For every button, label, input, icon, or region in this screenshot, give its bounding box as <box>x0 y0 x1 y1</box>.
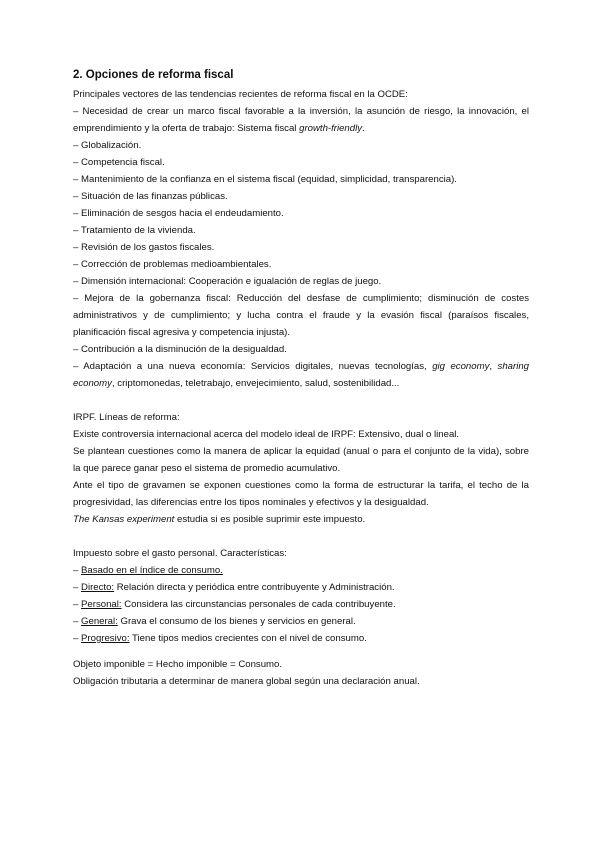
dash: – <box>73 616 82 627</box>
characteristic-text: Grava el consumo de los bienes y servicios en general. <box>117 616 356 627</box>
list-item: – Dimensión internacional: Cooperación e igualación de reglas de juego. <box>73 276 382 287</box>
section-title-irpf: IRPF. Líneas de reforma: <box>73 412 180 423</box>
obligation-text: Obligación tributaria a determinar de manera global según una declaración anual. <box>73 676 420 687</box>
characteristic-label: Basado en el índice de consumo. <box>81 565 223 576</box>
characteristic-item <box>73 613 529 630</box>
kansas-italic: The Kansas experiment <box>73 514 175 525</box>
characteristic-label: Directo: <box>81 582 115 593</box>
characteristic-item <box>73 579 529 596</box>
characteristic-item <box>73 562 529 579</box>
dash: – <box>73 599 82 610</box>
item-italic: sharing economy <box>73 361 529 389</box>
list-item: – Globalización. <box>73 140 142 151</box>
characteristic-label: Personal: <box>81 599 122 610</box>
characteristic-label: General: <box>81 616 118 627</box>
dash: – <box>73 633 82 644</box>
kansas-text: estudia si es posible suprimir este impuesto. <box>174 514 366 525</box>
paragraph: Existe controversia internacional acerca del modelo ideal de IRPF: Extensivo, dual o lineal. <box>73 429 460 440</box>
paragraph <box>73 511 529 528</box>
section-title-gasto: Impuesto sobre el gasto personal. Características: <box>73 548 287 559</box>
formula-text: Objeto imponible = Hecho imponible = Consumo. <box>73 659 283 670</box>
item-italic: growth-friendly <box>299 123 363 134</box>
list-item: – Mantenimiento de la confianza en el sistema fiscal (equidad, simplicidad, transparencia). <box>73 174 457 185</box>
list-item: – Competencia fiscal. <box>73 157 165 168</box>
item-end: . <box>362 123 365 134</box>
list-item <box>73 358 529 392</box>
document-page <box>73 68 529 690</box>
section-heading: 2. Opciones de reforma fiscal <box>73 69 234 81</box>
characteristic-text: Tiene tipos medios crecientes con el nivel de consumo. <box>129 633 367 644</box>
characteristic-label: Progresivo: <box>81 633 130 644</box>
list-item: – Revisión de los gastos fiscales. <box>73 242 215 253</box>
characteristic-text: Considera las circunstancias personales de cada contribuyente. <box>121 599 396 610</box>
item-text: – Necesidad de crear un marco fiscal favorable a la inversión, la asunción de riesgo, la innovación, el emprendimiento y la oferta de trabajo: Sistema fiscal <box>73 106 529 134</box>
item-separator: , <box>489 361 498 372</box>
item-text: – Adaptación a una nueva economía: Servicios digitales, nuevas tecnologías, <box>73 361 433 372</box>
list-item: – Tratamiento de la vivienda. <box>73 225 196 236</box>
paragraph: Ante el tipo de gravamen se exponen cuestiones como la forma de estructurar la tarifa, el techo de la progresividad, las diferencias entre los tipos nominales y efectivos y la desigualdad. <box>73 480 529 508</box>
list-item: – Situación de las finanzas públicas. <box>73 191 228 202</box>
item-end: , criptomonedas, teletrabajo, envejecimiento, salud, sostenibilidad... <box>111 378 400 389</box>
list-item: – Mejora de la gobernanza fiscal: Reducción del desfase de cumplimiento; disminución de costes administrativos y de cumplimiento; y lucha contra el fraude y la evasión fiscal (paraísos fiscales, planificación fiscal agresiva y competencia injusta). <box>73 293 529 338</box>
list-item <box>73 103 529 137</box>
intro-text: Principales vectores de las tendencias recientes de reforma fiscal en la OCDE: <box>73 89 408 100</box>
characteristic-item <box>73 596 529 613</box>
dash: – <box>73 565 82 576</box>
paragraph: Se plantean cuestiones como la manera de aplicar la equidad (anual o para el conjunto de la vida), sobre la que parece ganar peso el sistema de promedio acumulativo. <box>73 446 529 474</box>
list-item: – Contribución a la disminución de la desigualdad. <box>73 344 287 355</box>
dash: – <box>73 582 82 593</box>
characteristic-text: Relación directa y periódica entre contribuyente y Administración. <box>114 582 395 593</box>
item-italic: gig economy <box>432 361 490 372</box>
list-item: – Eliminación de sesgos hacia el endeudamiento. <box>73 208 284 219</box>
characteristic-item <box>73 630 529 647</box>
list-item: – Corrección de problemas medioambientales. <box>73 259 272 270</box>
